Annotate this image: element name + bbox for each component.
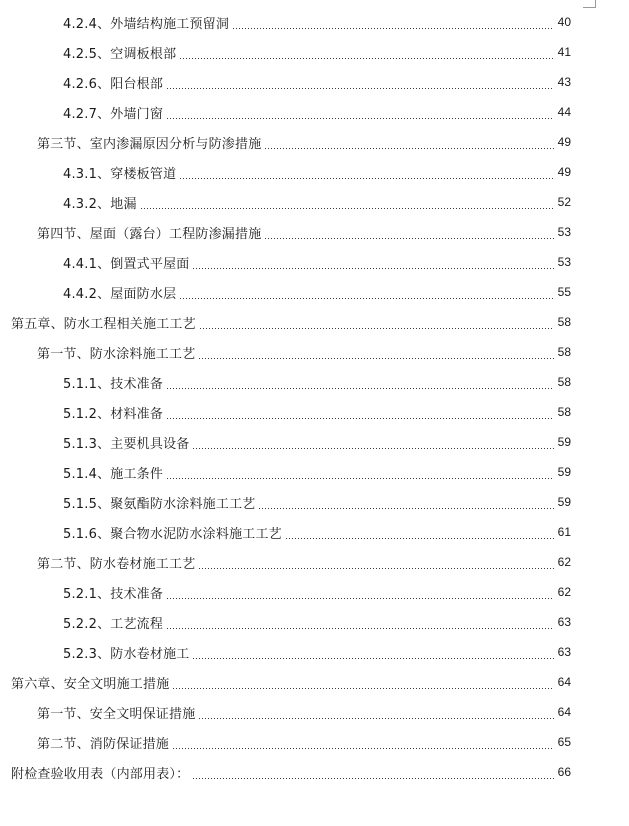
toc-dot-leader	[198, 718, 554, 719]
toc-entry[interactable]	[63, 637, 571, 667]
toc-entry-page: 43	[557, 75, 571, 89]
toc-dot-leader	[264, 238, 554, 239]
toc-entry-page: 59	[557, 495, 571, 509]
toc-dot-leader	[192, 778, 554, 779]
toc-entry-title: 4.2.6、阳台根部	[63, 76, 164, 92]
toc-entry-page: 63	[557, 615, 571, 629]
toc-entry-page: 63	[557, 645, 571, 659]
toc-entry[interactable]	[11, 667, 571, 697]
toc-entry[interactable]	[63, 97, 571, 127]
toc-entry-title: 5.2.3、防水卷材施工	[63, 646, 190, 662]
toc-entry-page: 49	[557, 135, 571, 149]
page-corner-mark	[583, 0, 596, 8]
toc-entry[interactable]	[37, 547, 571, 577]
toc-entry-page: 64	[557, 675, 571, 689]
toc-entry[interactable]	[37, 217, 571, 247]
toc-entry-title: 第六章、安全文明施工措施	[11, 676, 170, 692]
toc-entry[interactable]	[63, 517, 571, 547]
toc-dot-leader	[172, 688, 554, 689]
toc-entry-title: 4.4.1、倒置式平屋面	[63, 256, 190, 272]
toc-entry-page: 66	[557, 765, 571, 779]
toc-entry[interactable]	[63, 67, 571, 97]
toc-entry-page: 58	[557, 315, 571, 329]
toc-entry-title: 第一节、防水涂料施工工艺	[37, 346, 196, 362]
toc-entry-page: 65	[557, 735, 571, 749]
toc-dot-leader	[179, 58, 554, 59]
toc-entry-title: 5.1.6、聚合物水泥防水涂料施工工艺	[63, 526, 282, 542]
toc-entry-title: 5.1.5、聚氨酯防水涂料施工工艺	[63, 496, 256, 512]
toc-dot-leader	[192, 658, 554, 659]
toc-entry-page: 40	[557, 15, 571, 29]
toc-entry[interactable]	[63, 277, 571, 307]
toc-dot-leader	[192, 268, 554, 269]
toc-entry-title: 4.3.1、穿楼板管道	[63, 166, 177, 182]
toc-entry[interactable]	[63, 157, 571, 187]
toc-entry[interactable]	[63, 457, 571, 487]
toc-dot-leader	[198, 358, 554, 359]
toc-dot-leader	[264, 148, 554, 149]
toc-entry[interactable]	[63, 7, 571, 37]
toc-entry-title: 第二节、防水卷材施工工艺	[37, 556, 196, 572]
toc-dot-leader	[192, 448, 554, 449]
toc-entry-page: 49	[557, 165, 571, 179]
toc-entry[interactable]	[63, 577, 571, 607]
toc-entry-page: 58	[557, 375, 571, 389]
toc-dot-leader	[166, 628, 554, 629]
toc-dot-leader	[285, 538, 554, 539]
toc-dot-leader	[172, 748, 554, 749]
toc-dot-leader	[198, 568, 554, 569]
toc-dot-leader	[166, 118, 554, 119]
toc-dot-leader	[166, 598, 554, 599]
toc-entry[interactable]	[11, 757, 571, 787]
toc-entry-page: 59	[557, 435, 571, 449]
toc-entry-title: 附检查验收用表（内部用表）：	[11, 766, 190, 782]
toc-entry-page: 62	[557, 555, 571, 569]
toc-entry-title: 5.2.2、工艺流程	[63, 616, 164, 632]
toc-entry[interactable]	[37, 697, 571, 727]
toc-entry-page: 53	[557, 225, 571, 239]
toc-dot-leader	[166, 388, 554, 389]
toc-dot-leader	[166, 88, 554, 89]
toc-entry[interactable]	[63, 187, 571, 217]
toc-dot-leader	[258, 508, 554, 509]
toc-entry[interactable]	[63, 367, 571, 397]
toc-entry[interactable]	[63, 397, 571, 427]
toc-dot-leader	[166, 478, 554, 479]
toc-entry-title: 第一节、安全文明保证措施	[37, 706, 196, 722]
toc-entry-title: 5.1.2、材料准备	[63, 406, 164, 422]
toc-dot-leader	[140, 208, 554, 209]
toc-entry[interactable]	[63, 247, 571, 277]
toc-entry[interactable]	[37, 127, 571, 157]
toc-entry[interactable]	[63, 37, 571, 67]
toc-entry-page: 58	[557, 345, 571, 359]
toc-entry-title: 5.1.1、技术准备	[63, 376, 164, 392]
toc-entry-title: 5.1.4、施工条件	[63, 466, 164, 482]
toc-entry[interactable]	[63, 427, 571, 457]
toc-entry-title: 第五章、防水工程相关施工工艺	[11, 316, 196, 332]
toc-entry-page: 52	[557, 195, 571, 209]
toc-entry-page: 41	[557, 45, 571, 59]
toc-entry[interactable]	[11, 307, 571, 337]
toc-entry-page: 53	[557, 255, 571, 269]
toc-entry-title: 4.2.7、外墙门窗	[63, 106, 164, 122]
toc-dot-leader	[232, 28, 554, 29]
toc-entry[interactable]	[37, 727, 571, 757]
toc-entry-page: 58	[557, 405, 571, 419]
toc-entry-page: 55	[557, 285, 571, 299]
toc-entry-page: 64	[557, 705, 571, 719]
toc-entry-page: 61	[557, 525, 571, 539]
toc-entry-page: 59	[557, 465, 571, 479]
toc-entry-title: 5.1.3、主要机具设备	[63, 436, 190, 452]
toc-entry-title: 4.2.5、空调板根部	[63, 46, 177, 62]
toc-entry[interactable]	[63, 487, 571, 517]
toc-dot-leader	[179, 178, 554, 179]
toc-entry[interactable]	[63, 607, 571, 637]
toc-dot-leader	[179, 298, 554, 299]
toc-entry-title: 第四节、屋面（露台）工程防渗漏措施	[37, 226, 262, 242]
toc-dot-leader	[166, 418, 554, 419]
toc-entry[interactable]	[37, 337, 571, 367]
toc-entry-title: 4.2.4、外墙结构施工预留洞	[63, 16, 230, 32]
toc-entry-title: 5.2.1、技术准备	[63, 586, 164, 602]
toc-entry-title: 4.4.2、屋面防水层	[63, 286, 177, 302]
toc-entry-title: 第三节、室内渗漏原因分析与防渗措施	[37, 136, 262, 152]
toc-entry-title: 第二节、消防保证措施	[37, 736, 170, 752]
toc-entry-title: 4.3.2、地漏	[63, 196, 137, 212]
toc-dot-leader	[199, 328, 554, 329]
toc-entry-page: 44	[557, 105, 571, 119]
toc-entry-page: 62	[557, 585, 571, 599]
